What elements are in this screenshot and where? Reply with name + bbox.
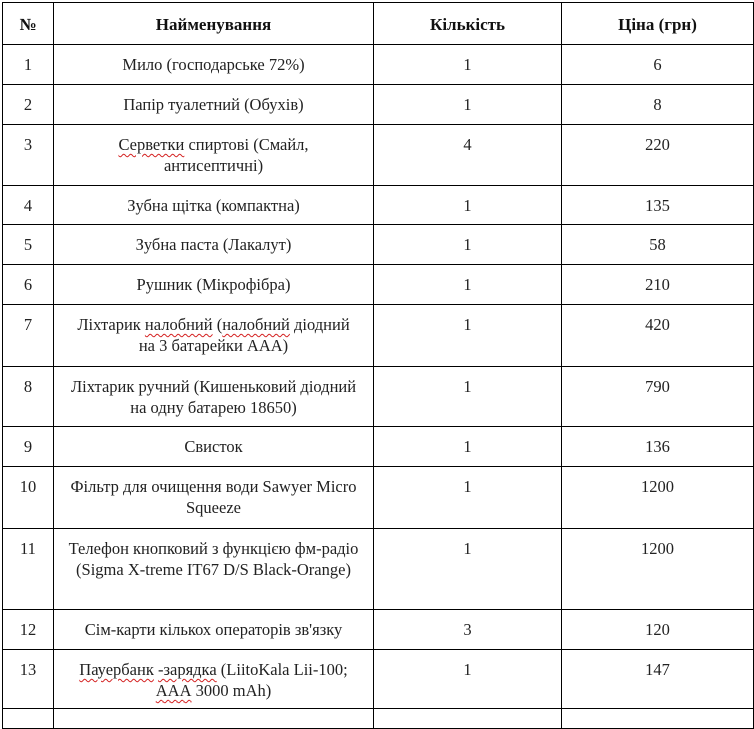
spellcheck-word[interactable]: налобний <box>222 315 290 334</box>
cell-quantity: 1 <box>374 45 562 85</box>
cell-number: 10 <box>3 467 54 529</box>
items-table <box>2 2 754 729</box>
table-row <box>3 225 754 265</box>
table-row <box>3 427 754 467</box>
cell-number: 11 <box>3 529 54 610</box>
header-name: Найменування <box>54 3 374 45</box>
cell-quantity: 1 <box>374 467 562 529</box>
cell-number: 9 <box>3 427 54 467</box>
name-text: Ліхтарик <box>77 315 145 334</box>
table-row <box>3 367 754 427</box>
name-text: 3000 mAh) <box>191 681 272 700</box>
spellcheck-word[interactable]: Пауербанк <box>79 660 154 679</box>
cell-price: 8 <box>562 85 754 125</box>
cell-name: Рушник (Мікрофібра) <box>54 265 374 305</box>
cell-quantity: 4 <box>374 125 562 186</box>
cell-quantity: 1 <box>374 427 562 467</box>
cell-number: 8 <box>3 367 54 427</box>
cell-price: 220 <box>562 125 754 186</box>
cell-price: 790 <box>562 367 754 427</box>
table-row <box>3 85 754 125</box>
table-row <box>3 467 754 529</box>
table-row <box>3 125 754 186</box>
table-row <box>3 45 754 85</box>
table-row <box>3 186 754 225</box>
cell-price: 135 <box>562 186 754 225</box>
cell-price: 147 <box>562 650 754 709</box>
cell-name: Сім-карти кількох операторів зв'язку <box>54 610 374 650</box>
cell-price: 120 <box>562 610 754 650</box>
cell-name: Мило (господарське 72%) <box>54 45 374 85</box>
cell-price: 6 <box>562 45 754 85</box>
cell-number: 6 <box>3 265 54 305</box>
name-text: діодний на 3 батарейки ААА) <box>138 315 350 355</box>
cell-name <box>54 650 374 709</box>
cell-quantity: 1 <box>374 305 562 367</box>
name-text: (LiitoKala Lii-100; <box>216 660 348 679</box>
cell-quantity: 1 <box>374 650 562 709</box>
cell-name: Ліхтарик ручний (Кишеньковий діодний на одну батарею 18650) <box>54 367 374 427</box>
table-row <box>3 529 754 610</box>
cell-number: 4 <box>3 186 54 225</box>
cell-number: 12 <box>3 610 54 650</box>
table-row <box>3 305 754 367</box>
cell-name: Фільтр для очищення води Sawyer Micro Squeeze <box>54 467 374 529</box>
cell-quantity: 1 <box>374 367 562 427</box>
cell-name <box>54 125 374 186</box>
cell-number: 13 <box>3 650 54 709</box>
cell-name: Зубна щітка (компактна) <box>54 186 374 225</box>
table-row <box>3 265 754 305</box>
spellcheck-word[interactable]: налобний <box>144 315 213 334</box>
cell-name <box>54 305 374 367</box>
cell-quantity: 1 <box>374 85 562 125</box>
cell-quantity: 1 <box>374 265 562 305</box>
cell-price: 1200 <box>562 467 754 529</box>
cell-name: Папір туалетний (Обухів) <box>54 85 374 125</box>
header-row <box>3 3 754 45</box>
name-text: спиртові (Смайл, антисептичні) <box>163 135 309 175</box>
cell-quantity: 1 <box>374 225 562 265</box>
cell-name: Свисток <box>54 427 374 467</box>
cell-price: 210 <box>562 265 754 305</box>
header-quantity: Кількість <box>374 3 562 45</box>
spellcheck-word[interactable]: ААА <box>155 681 192 700</box>
table-row <box>3 650 754 709</box>
cell-number: 2 <box>3 85 54 125</box>
cell-number: 5 <box>3 225 54 265</box>
name-text: ( <box>212 315 223 334</box>
cell-number: 7 <box>3 305 54 367</box>
spellcheck-word[interactable]: Серветки <box>118 135 185 154</box>
spellcheck-word[interactable]: -зарядка <box>157 660 217 679</box>
cell-price: 136 <box>562 427 754 467</box>
header-number: № <box>3 3 54 45</box>
table-row <box>3 610 754 650</box>
cell-name: Зубна паста (Лакалут) <box>54 225 374 265</box>
header-price: Ціна (грн) <box>562 3 754 45</box>
cell-price: 1200 <box>562 529 754 610</box>
cell-number: 1 <box>3 45 54 85</box>
cell-price: 420 <box>562 305 754 367</box>
cell-name: Телефон кнопковий з функцією фм-радіо (Sigma X-treme IT67 D/S Black-Orange) <box>54 529 374 610</box>
cell-number: 3 <box>3 125 54 186</box>
cell-quantity: 1 <box>374 529 562 610</box>
cell-quantity: 3 <box>374 610 562 650</box>
cell-price: 58 <box>562 225 754 265</box>
cell-quantity: 1 <box>374 186 562 225</box>
